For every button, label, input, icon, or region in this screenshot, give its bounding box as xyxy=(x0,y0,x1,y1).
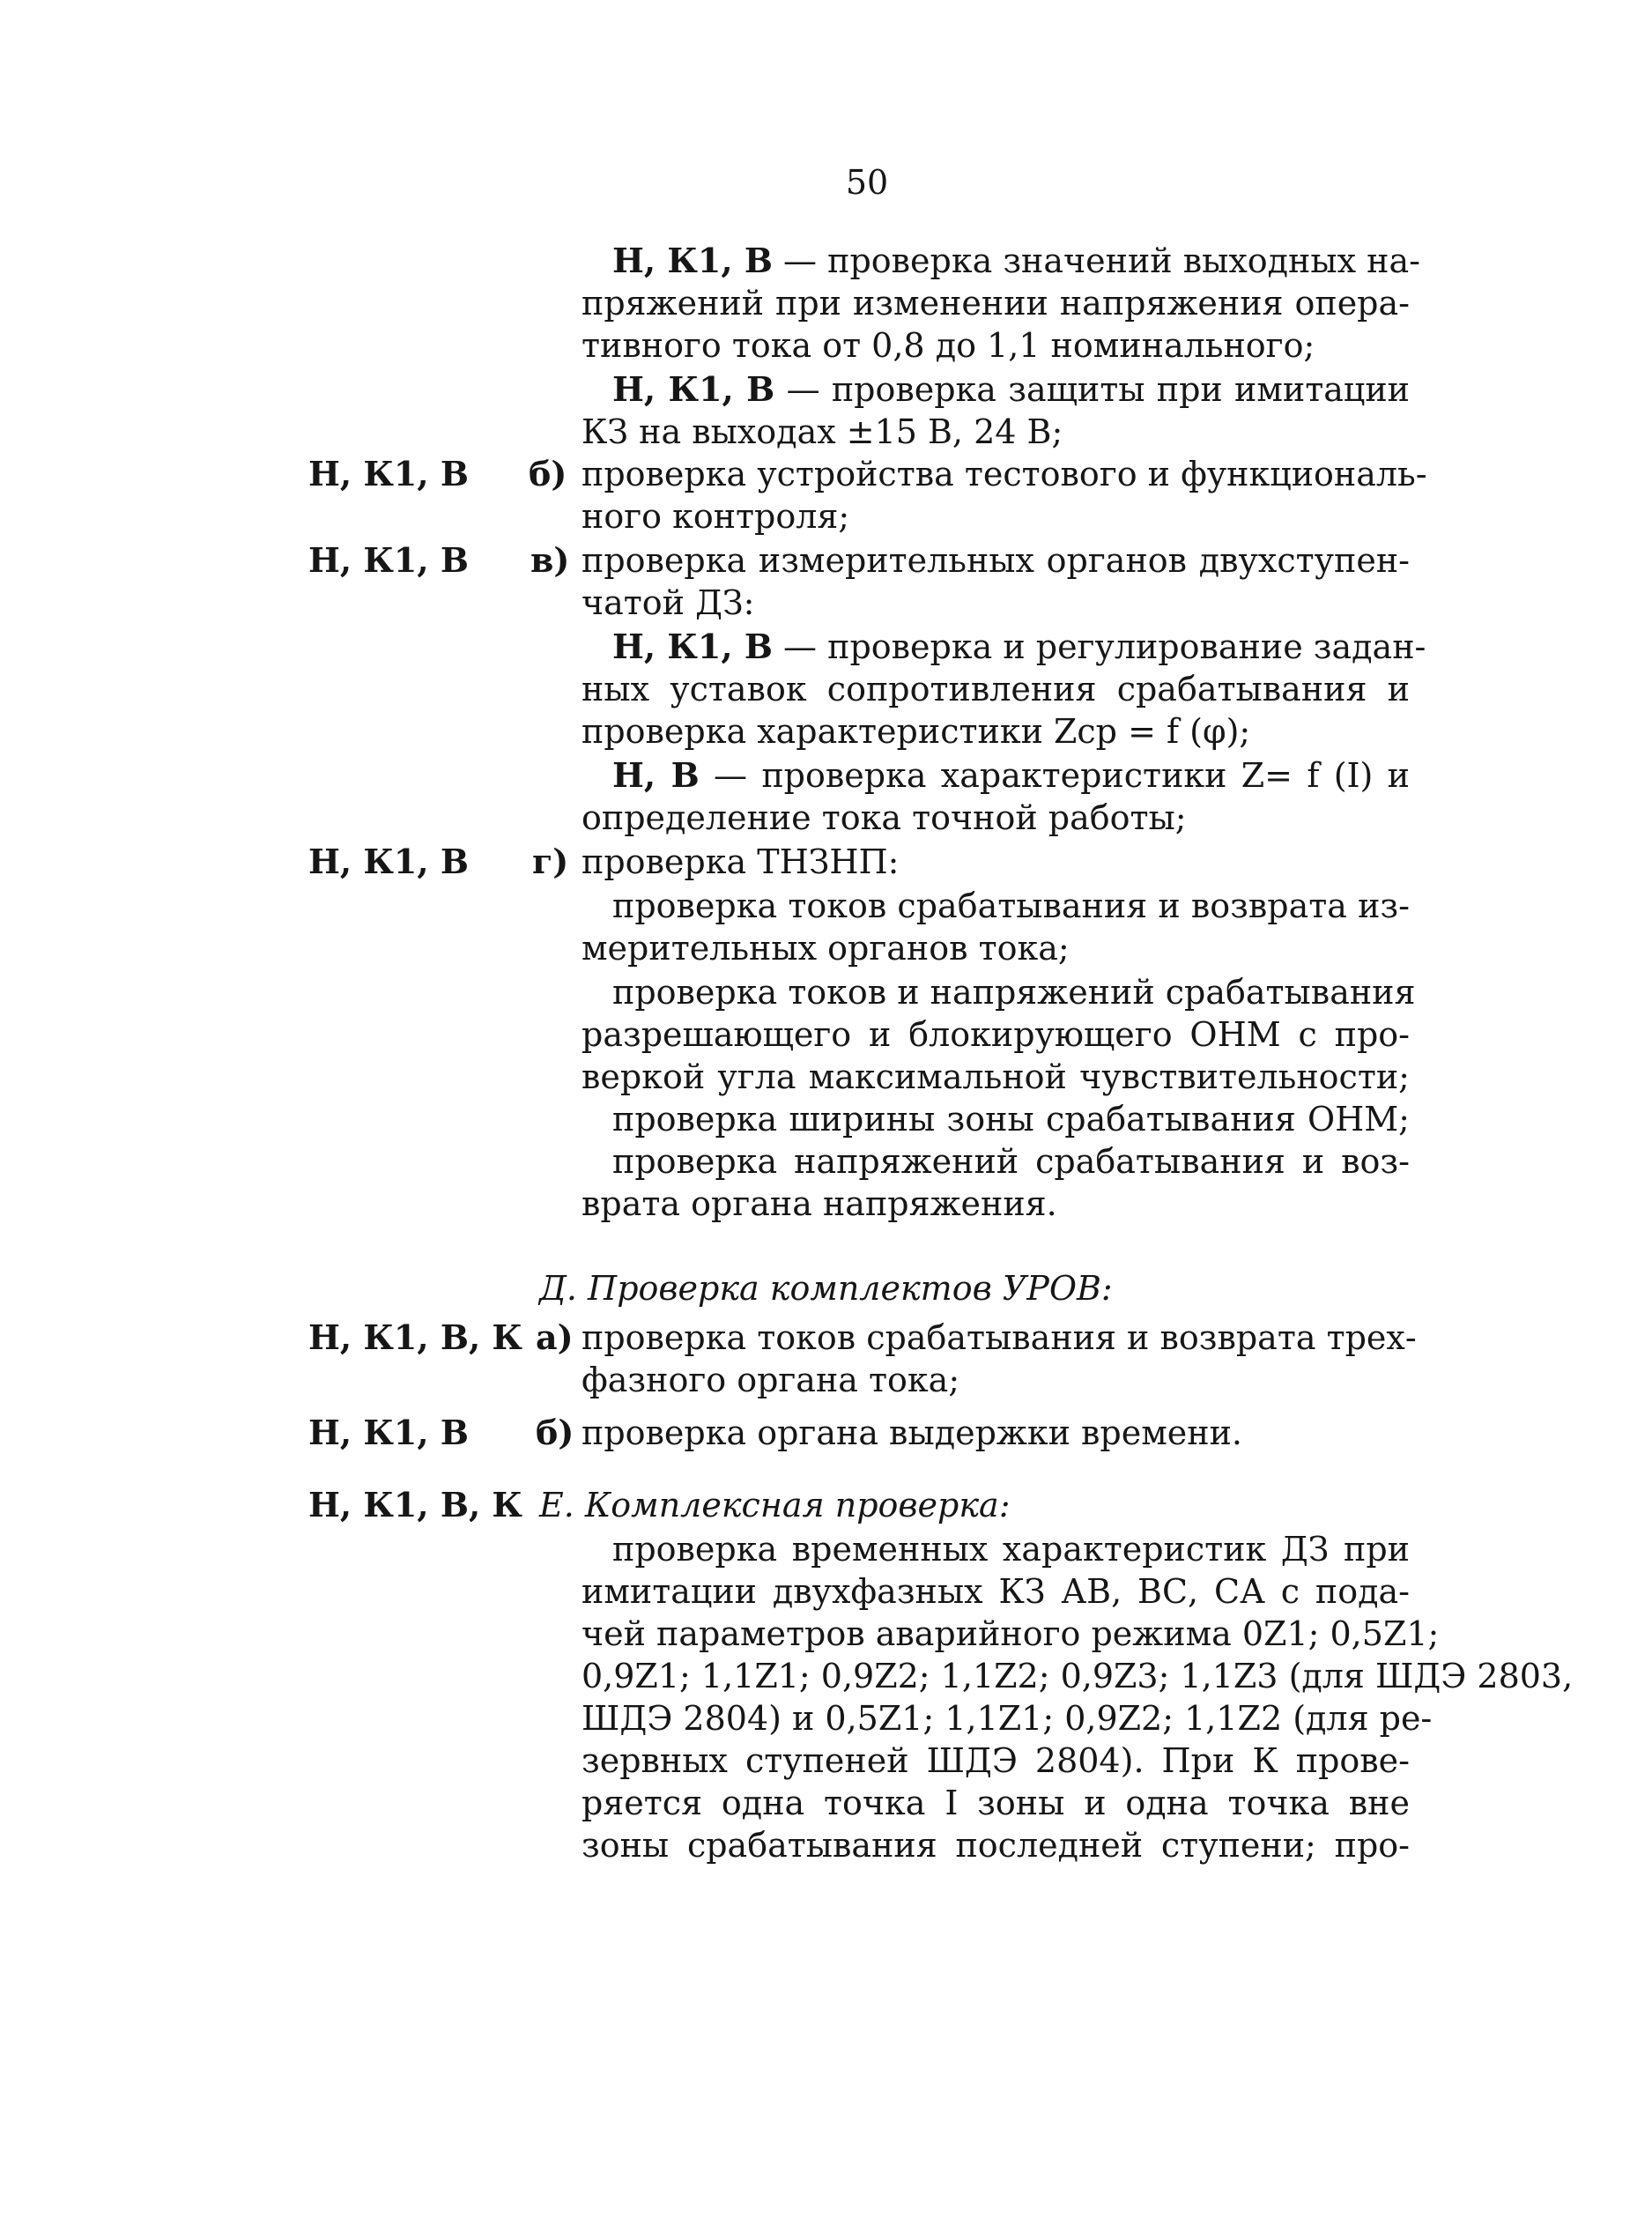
text-line: Н, К1, В — проверка значений выходных на- xyxy=(612,241,1420,280)
section-heading: Д. Проверка комплектов УРОВ: xyxy=(539,1269,1113,1308)
check-mark-label: Н, К1, В, К xyxy=(308,1317,522,1357)
item-letter: б) xyxy=(536,1413,574,1452)
text-line: проверка характеристики Zср = f (φ); xyxy=(582,712,1251,751)
check-mark-label: Н, К1, В xyxy=(308,1413,469,1452)
text-line: чей параметров аварийного режима 0Z1; 0,5Z1; xyxy=(582,1614,1440,1653)
text-line: определение тока точной работы; xyxy=(582,798,1187,837)
item-letter: в) xyxy=(530,540,570,580)
text-line: разрешающего и блокирующего ОНМ с про- xyxy=(582,1015,1410,1054)
text-line: имитации двухфазных КЗ АВ, ВС, СА с пода- xyxy=(582,1572,1410,1611)
item-letter: г) xyxy=(532,842,569,881)
text-line: врата органа напряжения. xyxy=(582,1184,1057,1223)
text-line: проверка ширины зоны срабатывания ОНМ; xyxy=(612,1100,1410,1139)
text-line: ряется одна точка I зоны и одна точка вне xyxy=(582,1784,1410,1822)
text-line: зервных ступеней ШДЭ 2804). При К прове- xyxy=(582,1741,1410,1780)
text-line: Н, К1, В — проверка защиты при имитации xyxy=(612,369,1410,409)
text-line: КЗ на выходах ±15 В, 24 В; xyxy=(582,412,1063,451)
text-line: проверка токов срабатывания и возврата трех- xyxy=(582,1318,1417,1357)
text-line: проверка ТНЗНП: xyxy=(582,842,900,881)
check-mark-label: Н, К1, В xyxy=(308,842,469,881)
text-line: фазного органа тока; xyxy=(582,1361,960,1399)
check-mark-label: Н, К1, В xyxy=(308,454,469,493)
page-number: 50 xyxy=(845,163,889,202)
text-line: ного контроля; xyxy=(582,497,850,536)
text-line: проверка токов и напряжений срабатывания xyxy=(612,973,1416,1012)
check-mark-label: Н, К1, В, К xyxy=(308,1485,522,1524)
check-mark-label: Н, К1, В xyxy=(308,540,469,580)
section-heading: Е. Комплексная проверка: xyxy=(539,1486,1011,1524)
item-letter: б) xyxy=(529,454,567,493)
text-line: Н, К1, В — проверка и регулирование задан- xyxy=(612,627,1426,666)
text-line: веркой угла максимальной чувствительности; xyxy=(582,1057,1410,1096)
text-line: проверка измерительных органов двухступен- xyxy=(582,541,1410,580)
text-line: мерительных органов тока; xyxy=(582,929,1070,968)
text-line: тивного тока от 0,8 до 1,1 номинального; xyxy=(582,326,1315,365)
text-line: проверка напряжений срабатывания и воз- xyxy=(612,1142,1410,1181)
text-line: пряжений при изменении напряжения опера- xyxy=(582,284,1410,323)
item-letter: а) xyxy=(536,1317,574,1357)
text-line: зоны срабатывания последней ступени; про- xyxy=(582,1826,1410,1865)
text-line: ных уставок сопротивления срабатывания и xyxy=(582,670,1410,708)
text-line: проверка устройства тестового и функциональ- xyxy=(582,455,1427,493)
text-line: чатой ДЗ: xyxy=(582,583,755,622)
text-line: проверка органа выдержки времени. xyxy=(582,1413,1242,1452)
text-line: ШДЭ 2804) и 0,5Z1; 1,1Z1; 0,9Z2; 1,1Z2 (для ре- xyxy=(582,1699,1433,1738)
text-line: 0,9Z1; 1,1Z1; 0,9Z2; 1,1Z2; 0,9Z3; 1,1Z3 (для ШДЭ 2803, xyxy=(582,1657,1574,1695)
text-line: Н, В — проверка характеристики Z= f (I) и xyxy=(612,755,1410,795)
text-line: проверка временных характеристик ДЗ при xyxy=(612,1530,1410,1569)
text-line: проверка токов срабатывания и возврата из- xyxy=(612,886,1410,925)
